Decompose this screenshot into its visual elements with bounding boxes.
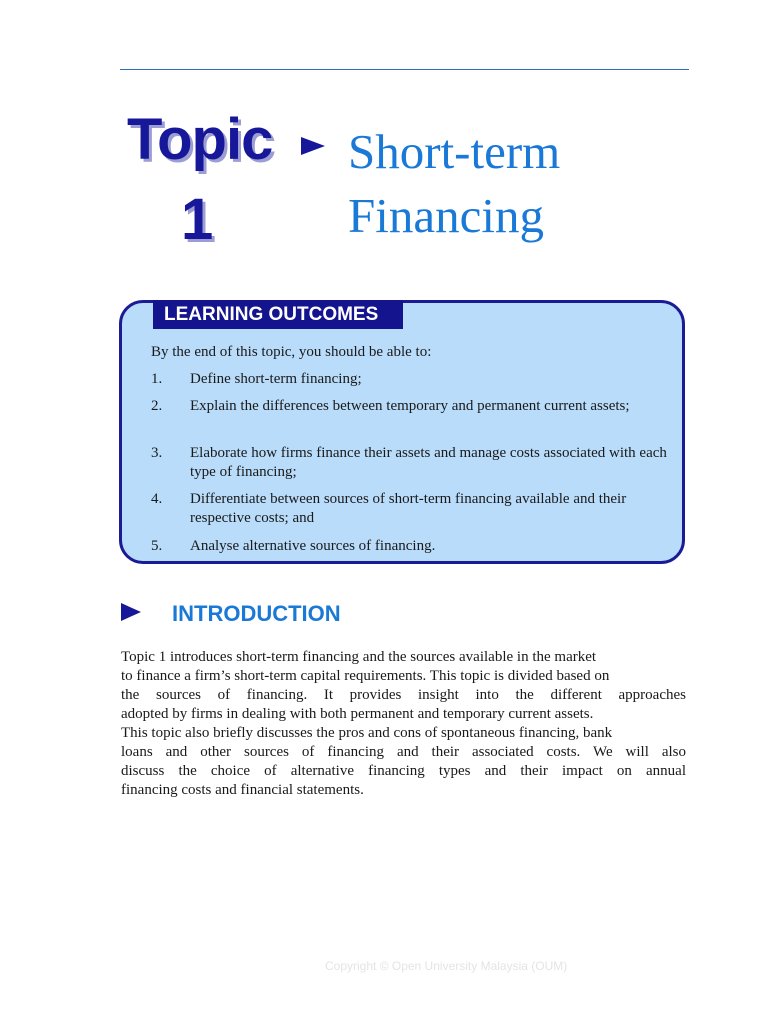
introduction-line: financing costs and financial statements. xyxy=(121,782,364,798)
learning-outcome-number: 2. xyxy=(151,398,163,414)
learning-outcomes-intro: By the end of this topic, you should be able to: xyxy=(151,344,432,360)
introduction-line: discuss the choice of alternative financing types and their impact on annual xyxy=(121,763,686,779)
introduction-paragraph xyxy=(121,648,686,800)
topic-number: 1 xyxy=(181,187,214,252)
header-rule xyxy=(120,69,689,70)
introduction-heading: INTRODUCTION xyxy=(172,601,341,626)
topic-title-line-1: Short-term xyxy=(348,124,561,179)
copyright-watermark: Copyright © Open University Malaysia (OUM) xyxy=(325,959,568,973)
title-arrow-icon xyxy=(301,137,325,155)
learning-outcome-number: 5. xyxy=(151,538,163,554)
learning-outcome-text: Analyse alternative sources of financing. xyxy=(190,538,436,554)
learning-outcome-number: 3. xyxy=(151,445,163,461)
learning-outcome-number: 4. xyxy=(151,491,163,507)
learning-outcome-number: 1. xyxy=(151,371,163,387)
learning-outcome-text: Elaborate how firms finance their assets and manage costs associated with each type of financing; xyxy=(190,445,667,480)
learning-outcome-text: Define short-term financing; xyxy=(190,371,362,387)
topic-title xyxy=(348,120,560,248)
introduction-line: to finance a firm’s short-term capital requirements. This topic is divided based on xyxy=(121,668,610,684)
section-arrow-icon xyxy=(121,603,141,621)
introduction-line: This topic also briefly discusses the pros and cons of spontaneous financing, bank xyxy=(121,725,613,741)
learning-outcome-text: Differentiate between sources of short-term financing available and their respective costs; and xyxy=(190,491,627,526)
learning-outcome-text: Explain the differences between temporary and permanent current assets; xyxy=(190,398,630,414)
introduction-line: the sources of financing. It provides insight into the different approaches xyxy=(121,687,686,703)
introduction-line: Topic 1 introduces short-term financing and the sources available in the market xyxy=(121,649,597,665)
topic-title-line-2: Financing xyxy=(348,188,544,243)
introduction-line: adopted by firms in dealing with both permanent and temporary current assets. xyxy=(121,706,594,722)
introduction-line: loans and other sources of financing and their associated costs. We will also xyxy=(121,744,686,760)
topic-label: Topic xyxy=(127,107,273,172)
learning-outcomes-heading: LEARNING OUTCOMES xyxy=(153,300,403,329)
